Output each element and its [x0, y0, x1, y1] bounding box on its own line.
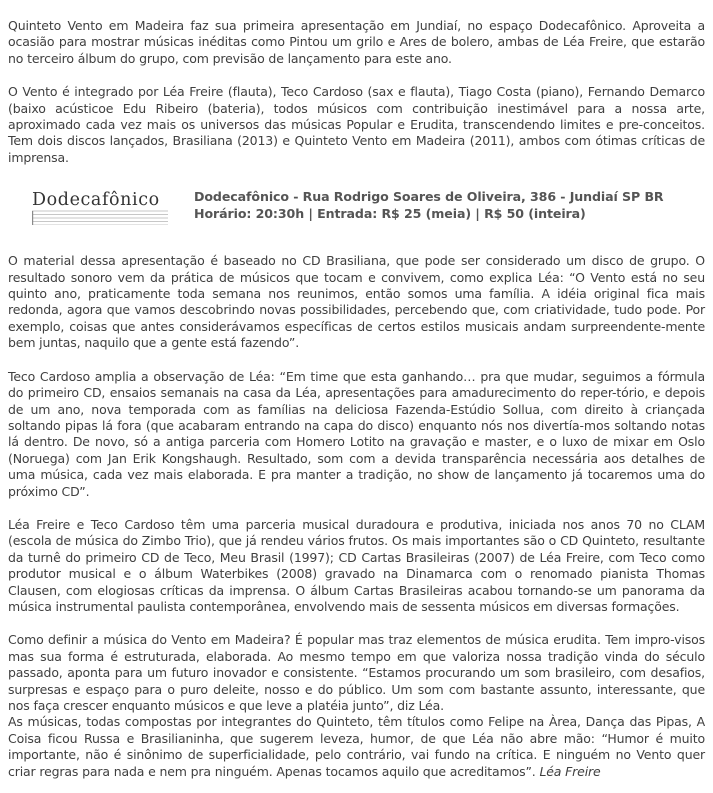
songs-paragraph: [8, 714, 705, 780]
material-paragraph: O material dessa apresentação é baseado no CD Brasiliana, que pode ser considerado um disco de grupo. O resultado sonoro vem da prática de músicos que tocam e convivem, como explica Léa: “O Vento está no seu quinto ano, praticamente toda semana nos reunimos, então somos uma família. A idéia original fica mais redonda, agora que vamos descobrindo novas possibilidades, percebendo que, com criatividade, tudo pode. Por exemplo, coisas que antes considerávamos específicas de certos estilos musicais andam surpreendente-mente bem juntas, naquilo que a gente está fazendo”.: [8, 253, 705, 351]
songs-text: As músicas, todas compostas por integrantes do Quinteto, têm títulos como Felipe na Àrea, Dança das Pipas, A Coisa ficou Russa e Brasilianinha, que sugerem leveza, humor, de que Léa não abre mão: “Humor é muito importante, não é sinônimo de superficialidade, pelo contrário, vai fundo na crítica. E ninguém no Vento quer criar regras para nada e nem pra ninguém. Apenas tocamos aquilo que acreditamos”.: [8, 714, 705, 779]
partnership-paragraph: Léa Freire e Teco Cardoso têm uma parceria musical duradoura e produtiva, iniciada nos anos 70 no CLAM (escola de música do Zimbo Trio), que já rendeu vários frutos. Os mais importantes são o CD Quinteto, resultante da turnê do primeiro CD de Teco, Meu Brasil (1997); CD Cartas Brasileiras (2007) de Léa Freire, com Teco como produtor musical e o álbum Waterbikes (2008) gravado na Dinamarca com o renomado pianista Thomas Clausen, com elogiosas críticas da imprensa. O álbum Cartas Brasileiras acabou tornando-se um panorama da música instrumental paulista contemporânea, envolvendo mais de sessenta músicos em diversas formações.: [8, 516, 705, 614]
logo-text: Dodecafônico: [32, 190, 160, 211]
dodecafonico-logo: [30, 185, 170, 225]
venue-info: [8, 183, 705, 227]
venue-details: [194, 188, 664, 222]
venue-address: Dodecafônico - Rua Rodrigo Soares de Oliveira, 386 - Jundiaí SP BR: [194, 189, 664, 205]
quote-author: Léa Freire: [539, 763, 601, 779]
venue-schedule: Horário: 20:30h | Entrada: R$ 25 (meia) | R$ 50 (inteira): [194, 206, 586, 222]
members-paragraph: O Vento é integrado por Léa Freire (flauta), Teco Cardoso (sax e flauta), Tiago Costa (piano), Fernando Demarco (baixo acústicoe Edu Ribeiro (bateria), todos músicos com contribuição inestimável para a nossa arte, aproximado cada vez mais os universos das músicas Popular e Erudita, transcendendo limites e pre-conceitos. Tem dois discos lançados, Brasiliana (2013) e Quinteto Vento em Madeira (2011), ambos com ótimas críticas de imprensa.: [8, 84, 705, 165]
definition-paragraph: Como definir a música do Vento em Madeira? É popular mas traz elementos de música erudita. Tem impro-visos mas sua forma é estruturada, elaborada. Ao mesmo tempo em que valoriza nossa tradição vinda do século passado, aponta para um futuro inovador e consistente. “Estamos procurando um som brasileiro, com desafios, surpresas e espaço para o puro deleite, nosso e do público. Um som com bastante assunto, interessante, que nos faça crescer enquanto músicos e que leve a platéia junto”, diz Léa.: [8, 632, 705, 713]
teco-paragraph: Teco Cardoso amplia a observação de Léa: “Em time que esta ganhando… pra que mudar, seguimos a fórmula do primeiro CD, ensaios semanais na casa da Léa, apresentações para amadurecimento do reper-tório, e depois de um ano, nova temporada com as famílias na deliciosa Fazenda-Estúdio Sollua, com direito à criançada soltando pipas lá fora (que acabaram entrando na capa do disco) enquanto nós nos divertía-mos soltando notas lá dentro. De novo, só a antiga parceria com Homero Lotito na gravação e master, e o luxo de mixar em Oslo (Noruega) com Jan Erik Kongshaugh. Resultado, som com a devida transparência necessária aos detalhes de uma música, cada vez mais elaborada. E pra manter a tradição, no show de lançamento já tocaremos uma do próximo CD”.: [8, 368, 705, 499]
intro-paragraph: Quinteto Vento em Madeira faz sua primeira apresentação em Jundiaí, no espaço Dodecafônico. Aproveita a ocasião para mostrar músicas inéditas como Pintou um grilo e Ares de bolero, ambas de Léa Freire, que estarão no terceiro álbum do grupo, com previsão de lançamento para este ano.: [8, 18, 705, 66]
